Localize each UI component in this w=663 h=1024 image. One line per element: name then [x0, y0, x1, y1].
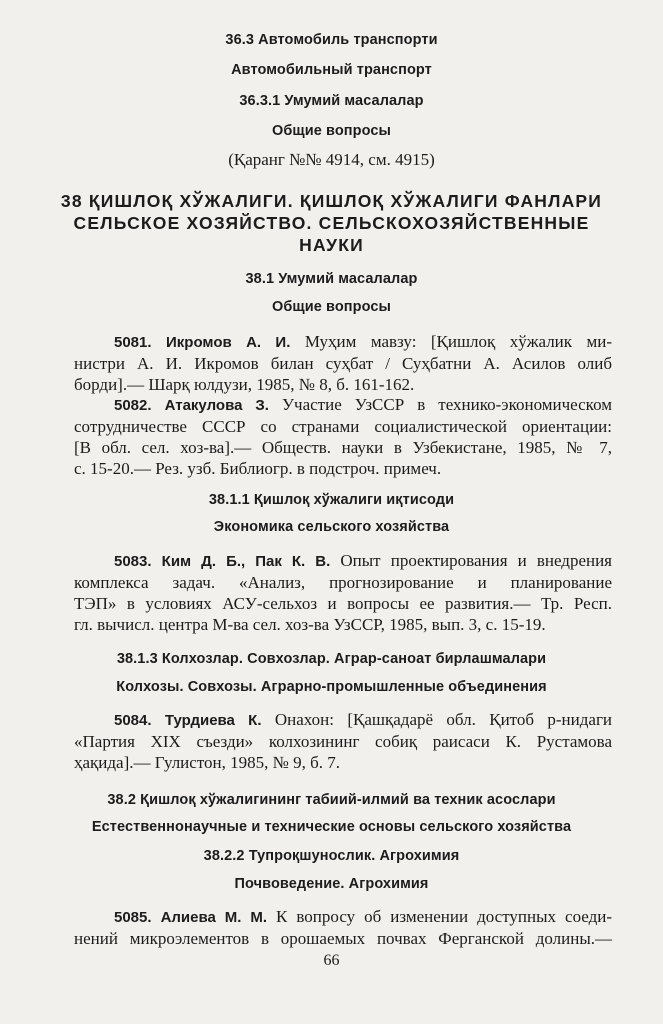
entry-text: [В обл. сел. хоз-ва].— Обществ. науки в Узбекистане, 1985, № 7, — [74, 438, 612, 457]
section-heading-36-3-1-ru: Общие вопросы — [271, 123, 392, 139]
chapter-heading-line: СЕЛЬСКОЕ ХОЗЯЙСТВО. СЕЛЬСКОХОЗЯЙСТВЕННЫЕ — [73, 213, 590, 233]
chapter-heading-line: НАУКИ — [299, 235, 364, 255]
entry-text: комплекса задач. «Анализ, прогнозирование и планирование — [74, 573, 612, 592]
entry-text: К вопросу об изменении доступных соеди- — [276, 907, 613, 926]
section-heading-38-2: 38.2 Қишлоқ хўжалигининг табиий-илмий ва техник асослари — [107, 792, 556, 808]
entry-text: сотрудничестве СССР со странами социалистической ориентации: — [74, 417, 612, 436]
entry-text: нистри А. И. Икромов билан суҳбат / Суҳбатни А. Асилов олиб — [74, 354, 612, 373]
entry-author: Ким Д. Б., Пак К. В. — [161, 553, 331, 570]
cross-reference: (Қаранг №№ 4914, см. 4915) — [228, 150, 435, 169]
entry-number: 5085. — [114, 909, 152, 926]
entry-5081 — [74, 331, 612, 395]
section-heading-38-1-ru: Общие вопросы — [271, 299, 392, 315]
section-heading-36-3: 36.3 Автомобиль транспорти — [225, 32, 438, 48]
entry-5085 — [74, 906, 612, 949]
section-heading-38-1-3-ru: Колхозы. Совхозы. Аграрно-промышленные объединения — [116, 679, 547, 695]
entry-text: ТЭП» в условиях АСУ-сельхоз и вопросы ее развития.— Тр. Респ. — [74, 594, 612, 613]
entry-number: 5084. — [114, 712, 152, 729]
entry-text: Онахон: [Қашқадарё обл. Қитоб р-нидаги — [274, 710, 613, 729]
entry-text: Опыт проектирования и внедрения — [340, 551, 613, 570]
entry-text: Участие УзССР в технико-экономическом — [282, 395, 613, 414]
entry-number: 5083. — [114, 553, 152, 570]
chapter-heading-line: 38 ҚИШЛОҚ ХЎЖАЛИГИ. ҚИШЛОҚ ХЎЖАЛИГИ ФАНЛАРИ — [60, 191, 603, 211]
entry-5084 — [74, 709, 612, 773]
section-heading-38-2-2-ru: Почвоведение. Агрохимия — [234, 876, 429, 892]
entry-5082 — [74, 394, 612, 479]
entry-author: Атакулова З. — [164, 397, 269, 414]
page-number: 66 — [323, 952, 340, 969]
entry-text: борди].— Шарқ юлдузи, 1985, № 8, б. 161-162. — [74, 375, 415, 394]
section-heading-38-1-1-ru: Экономика сельского хозяйства — [213, 519, 450, 535]
entry-author: Икромов А. И. — [166, 334, 291, 351]
entry-text: гл. вычисл. центра М-ва сел. хоз-ва УзССР, 1985, вып. 3, с. 15-19. — [74, 615, 546, 634]
section-heading-38-2-ru: Естественнонаучные и технические основы сельского хозяйства — [91, 819, 572, 835]
entry-author: Алиева М. М. — [160, 909, 268, 926]
entry-number: 5082. — [114, 397, 152, 414]
entry-author: Турдиева К. — [164, 712, 262, 729]
section-heading-38-1: 38.1 Умумий масалалар — [245, 271, 418, 287]
section-heading-38-1-3: 38.1.3 Колхозлар. Совхозлар. Аграр-саноат бирлашмалари — [116, 651, 547, 667]
entry-text: ҳақида].— Гулистон, 1985, № 9, б. 7. — [74, 753, 340, 772]
section-heading-36-3-1: 36.3.1 Умумий масалалар — [239, 93, 424, 109]
section-heading-38-2-2: 38.2.2 Тупроқшунослик. Агрохимия — [203, 848, 460, 864]
entry-text: «Партия XIX съезди» колхозининг собиқ раисаси К. Рустамова — [74, 732, 612, 751]
chapter-heading-38 — [40, 190, 623, 256]
entry-number: 5081. — [114, 334, 152, 351]
entry-5083 — [74, 550, 612, 635]
section-heading-36-3-ru: Автомобильный транспорт — [231, 62, 432, 78]
entry-text: с. 15-20.— Рез. узб. Библиогр. в подстроч. примеч. — [74, 459, 442, 478]
entry-text: Муҳим мавзу: [Қишлоқ хўжалик ми- — [304, 332, 612, 351]
section-heading-38-1-1: 38.1.1 Қишлоқ хўжалиги иқтисоди — [208, 492, 455, 508]
entry-text: нений микроэлементов в орошаемых почвах Ферганской долины.— — [74, 929, 612, 948]
